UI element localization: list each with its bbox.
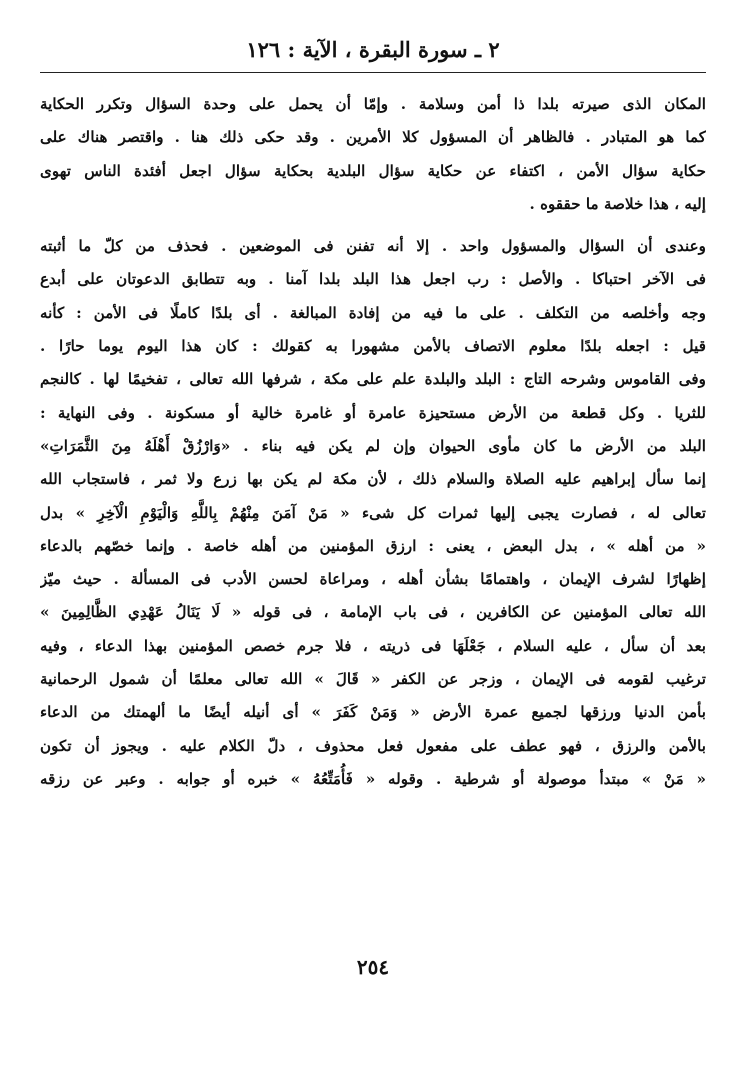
paragraph-gap (40, 221, 706, 230)
text-line: وعندى أن السؤال والمسؤول واحد . إلا أنه تفنن فى الموضعين . فحذف من كلّ ما أثبته (40, 237, 706, 256)
text-line: الله تعالى المؤمنين عن الكافرين ، فى باب الإمامة ، فى قوله « لَا يَنَالُ عَهْدِي الظَّالِمِينَ » (40, 603, 706, 622)
text-line: بالأمن والرزق ، فهو عطف على مفعول فعل محذوف ، دلّ الكلام عليه . ويجوز أن تكون (40, 736, 706, 755)
text-line: تعالى له ، فصارت يجبى إليها ثمرات كل شىء « مَنْ آمَنَ مِنْهُمْ بِاللَّهِ وَالْيَوْمِ الْآخِرِ » بدل (40, 503, 706, 522)
text-line: إظهارًا لشرف الإيمان ، واهتمامًا بشأن أهله ، ومراعاة لحسن الأدب فى المسألة . حيث ميّز (40, 570, 706, 589)
paragraph-1 (40, 88, 706, 221)
text-line: حكاية سؤال الأمن ، اكتفاء عن حكاية سؤال البلدية بحكاية سؤال اجعل أفئدة الناس تهوى (40, 161, 706, 180)
page-number: ٢٥٤ (356, 955, 390, 979)
text-line: البلد من الأرض ما كان مأوى الحيوان وإن لم يكن فيه بناء . «وَارْزُقْ أَهْلَهُ مِنَ الثَّمَرَاتِ» (40, 436, 706, 455)
text-line: وجه وأخلصه من التكلف . على ما فيه من إفادة المبالغة . أى بلدًا كاملًا فى الأمن : كأنه (40, 303, 706, 322)
text-line: قيل : اجعله بلدًا معلوم الاتصاف بالأمن مشهورا به كقولك : كان هذا اليوم يوما حارًا . (40, 337, 706, 356)
text-line: فى الآخر احتباكا . والأصل : رب اجعل هذا البلد بلدا آمنا . وبه تتطابق الدعوتان على أبدع (40, 270, 706, 289)
text-line: للثريا . وكل قطعة من الأرض مستحيزة عامرة أو غامرة خالية أو مسكونة . وفى النهاية : (40, 403, 706, 422)
text-line: كما هو المتبادر . فالظاهر أن المسؤول كلا الأمرين . وقد حكى ذلك هنا . واقتصر هناك على (40, 128, 706, 147)
text-line: المكان الذى صيرته بلدا ذا أمن وسلامة . وإمّا أن يحمل على وحدة السؤال وتكرر الحكاية (40, 95, 706, 113)
paragraph-2 (40, 230, 706, 796)
text-line: بعد أن سأل ، عليه السلام ، جَعْلَهَا فى ذريته ، فلا جرم خصص المؤمنين بهذا الدعاء ، وفيه (40, 636, 706, 655)
header-rule (40, 72, 706, 73)
text-line: بأمن الدنيا ورزقها لجميع عمرة الأرض « وَمَنْ كَفَرَ » أى أنيله أيضًا ما ألهمتك من الدعاء (40, 703, 706, 722)
text-line: « من أهله » ، بدل البعض ، يعنى : ارزق المؤمنين من أهله خاصة . وإنما خصّهم بالدعاء (40, 536, 706, 555)
text-line: وفى القاموس وشرحه التاج : البلد والبلدة علم على مكة ، شرفها الله تعالى ، تفخيمًا لها . كالنجم (40, 370, 706, 389)
text-line: ترغيب لقومه فى الإيمان ، وزجر عن الكفر « قَالَ » الله تعالى معلمًا أن شمول الرحمانية (40, 670, 706, 689)
running-header: ٢ ـ سورة البقرة ، الآية : ١٢٦ (246, 37, 500, 62)
text-line: إليه ، هذا خلاصة ما حققوه . (529, 194, 706, 213)
text-line: « مَنْ » مبتدأ موصولة أو شرطية . وقوله « فَأُمَتِّعُهُ » خبره أو جوابه . وعبر عن رزقه (40, 769, 706, 788)
text-line: إنما سأل إبراهيم عليه الصلاة والسلام ذلك ، لأن مكة لم يكن بها زرع ولا ثمر ، فاستجاب الله (40, 470, 706, 489)
body-text (40, 88, 706, 956)
